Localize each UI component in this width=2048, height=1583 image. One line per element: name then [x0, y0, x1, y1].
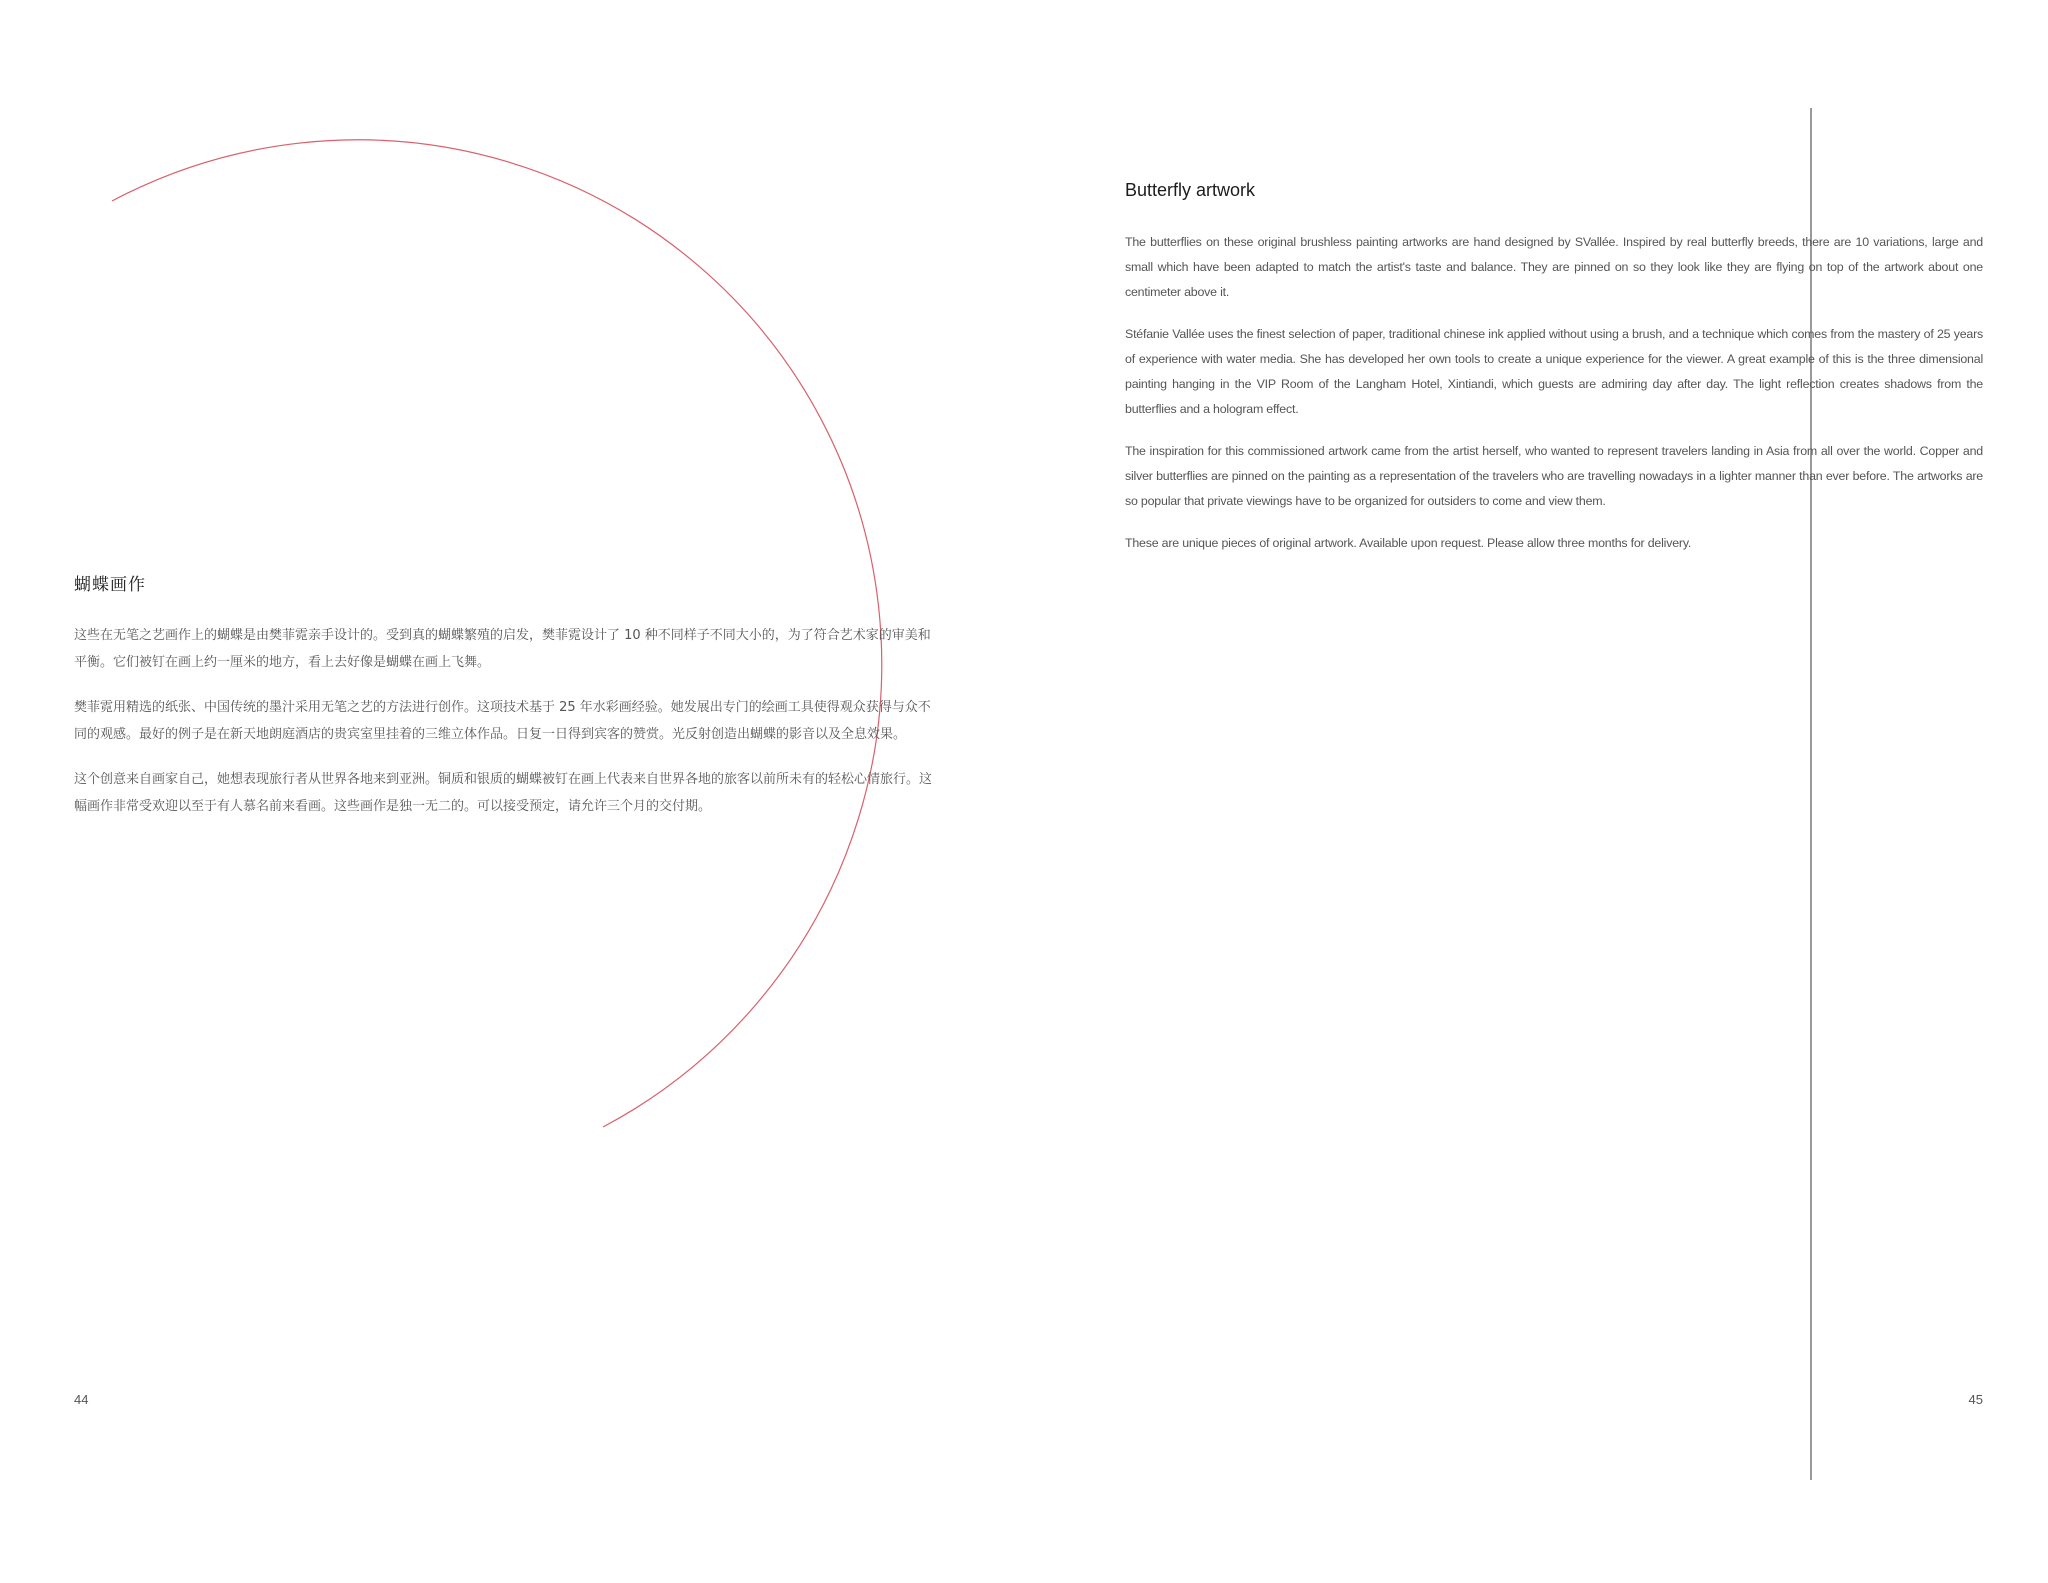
- chinese-paragraph: 樊菲霓用精选的纸张、中国传统的墨汁采用无笔之艺的方法进行创作。这项技术基于 25 年水彩画经验。她发展出专门的绘画工具使得观众获得与众不同的观感。最好的例子是在新天地朗庭酒店的贵宾室里挂着的三维立体作品。日复一日得到宾客的赞赏。光反射创造出蝴蝶的影音以及全息效果。: [74, 700, 931, 742]
- chinese-heading: 蝴蝶画作: [74, 575, 146, 595]
- english-body: [1125, 230, 1983, 573]
- chinese-body: [74, 622, 934, 838]
- english-paragraph: The inspiration for this commissioned artwork came from the artist herself, who wanted to represent travelers landing in Asia from all over the world. Copper and silver butterflies are pinned on the painting as a representation of the travelers who are travelling nowadays in a lighter manner than ever before. The artworks are so popular that private viewings have to be organized for outsiders to come and view them.: [1125, 444, 1983, 508]
- english-heading: Butterfly artwork: [1125, 180, 1256, 200]
- english-paragraph: These are unique pieces of original artwork. Available upon request. Please allow three months for delivery.: [1125, 536, 1692, 550]
- page-number: 45: [1968, 1392, 1983, 1407]
- english-paragraph: The butterflies on these original brushless painting artworks are hand designed by SVallée. Inspired by real butterfly breeds, there are 10 variations, large and small which have been adapted to match the artist's taste and balance. They are pinned on so they look like they are flying on top of the artwork about one centimeter above it.: [1125, 235, 1983, 299]
- chinese-paragraph: 这个创意来自画家自己，她想表现旅行者从世界各地来到亚洲。铜质和银质的蝴蝶被钉在画上代表来自世界各地的旅客以前所未有的轻松心情旅行。这幅画作非常受欢迎以至于有人慕名前来看画。这些画作是独一无二的。可以接受预定，请允许三个月的交付期。: [74, 772, 933, 814]
- english-paragraph: Stéfanie Vallée uses the finest selection of paper, traditional chinese ink applied without using a brush, and a technique which comes from the mastery of 25 years of experience with water media. She has developed her own tools to create a unique experience for the viewer. A great example of this is the three dimensional painting hanging in the VIP Room of the Langham Hotel, Xintiandi, which guests are admiring day after day. The light reflection creates shadows from the butterflies and a hologram effect.: [1125, 327, 1983, 416]
- chinese-paragraph: 这些在无笔之艺画作上的蝴蝶是由樊菲霓亲手设计的。受到真的蝴蝶繁殖的启发，樊菲霓设计了 10 种不同样子不同大小的，为了符合艺术家的审美和平衡。它们被钉在画上约一厘米的地方，看上去好像是蝴蝶在画上飞舞。: [74, 628, 931, 670]
- page-number: 44: [74, 1392, 89, 1407]
